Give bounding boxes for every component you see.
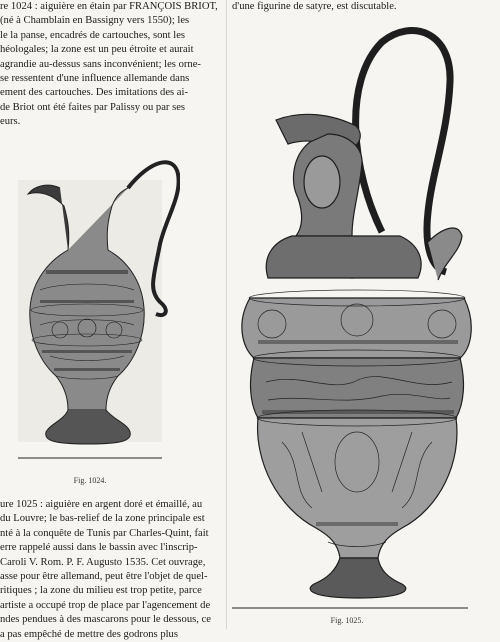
text-line: ndes pendues à des mascarons pour le dessous, ce <box>0 614 211 626</box>
text-line: ure 1025 : aiguière en argent doré et émaillé, au <box>0 499 203 510</box>
text-line: nté à la conquête de Tunis par Charles-Quint, fait <box>0 527 209 539</box>
text-line: se ressentent d'une influence allemande dans <box>0 72 190 84</box>
text-line: erre rappelé aussi dans le bassin avec l'inscrip- <box>0 542 198 554</box>
figure-caption-right: Fig. 1025. <box>330 616 364 625</box>
text-line: eurs. <box>0 116 21 128</box>
text-line: artiste a occupé trop de place par l'agencement de <box>0 599 211 611</box>
text-line: héologales; la zone est un peu étroite et aurait <box>0 44 194 56</box>
text-line: re 1024 : aiguière en étain par FRANÇOIS BRIOT, <box>0 1 218 12</box>
text-line: a pas empêché de mettre des godrons plus <box>0 628 178 640</box>
left-column-bottom-text <box>0 498 222 642</box>
silver-ewer-engraving <box>232 22 484 614</box>
text-line: du Louvre; le bas-relief de la zone principale est <box>0 513 205 525</box>
text-line: d'une figurine de satyre, est discutable. <box>232 1 397 12</box>
pewter-ewer-engraving <box>10 140 180 475</box>
text-line: de Briot ont été faites par Palissy ou par ses <box>0 101 186 113</box>
left-column-top-text <box>0 0 222 130</box>
column-divider <box>226 0 227 629</box>
text-line: ement des cartouches. Des imitations des ai- <box>0 87 188 99</box>
text-line: (né à Chamblain en Bassigny vers 1550); les <box>0 15 190 27</box>
text-line: asse pour être allemand, peut être l'objet de quel- <box>0 570 208 582</box>
text-line: agrandie au-dessus sans inconvénient; les orne- <box>0 58 201 70</box>
text-line: le la panse, encadrés de cartouches, sont les <box>0 29 186 41</box>
text-line: ritiques ; la zone du milieu est trop petite, parce <box>0 585 202 597</box>
text-line: Caroli V. Rom. P. F. Augusto 1535. Cet ouvrage, <box>0 556 206 568</box>
figure-caption-left: Fig. 1024. <box>73 476 107 485</box>
right-column-top-text <box>232 0 500 14</box>
